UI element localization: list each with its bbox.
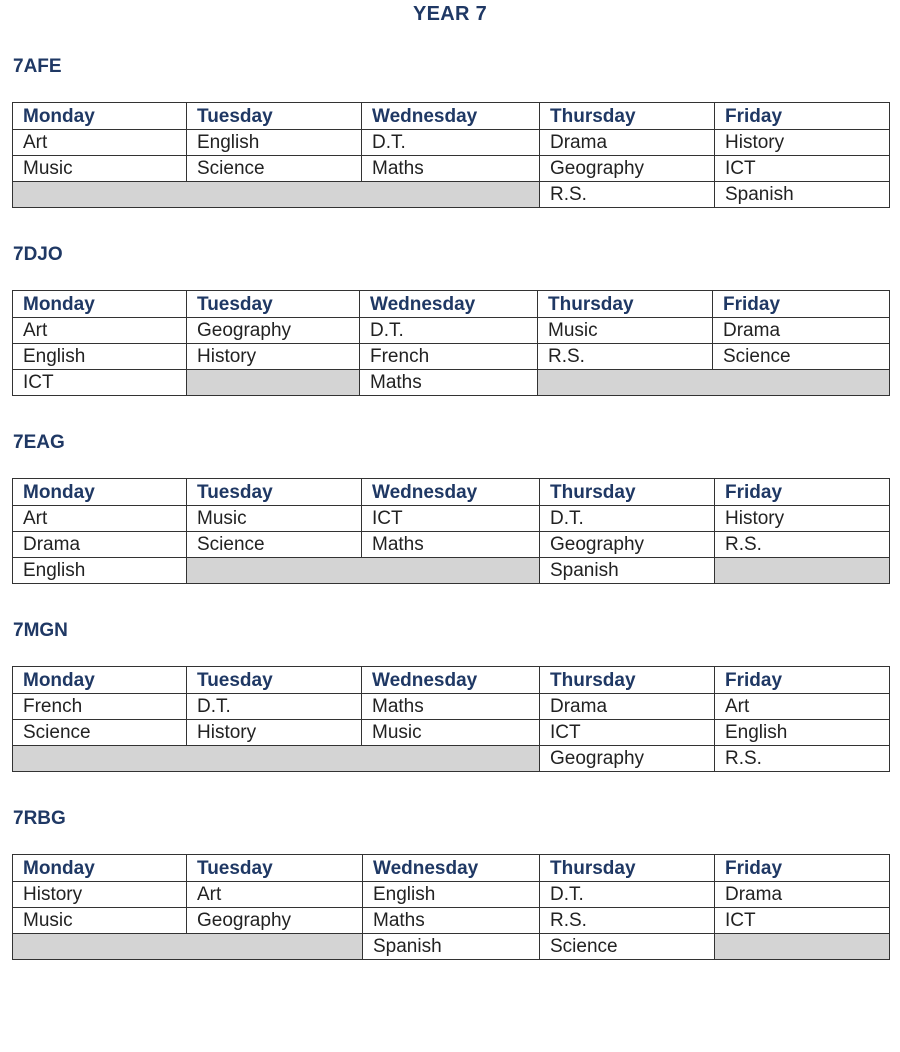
lesson-cell: ICT bbox=[540, 720, 715, 746]
empty-cell bbox=[13, 746, 540, 772]
lesson-cell: Spanish bbox=[715, 182, 890, 208]
lesson-cell: English bbox=[13, 558, 187, 584]
header-tuesday: Tuesday bbox=[187, 291, 360, 318]
table-header-row bbox=[13, 479, 890, 506]
header-thursday: Thursday bbox=[538, 291, 713, 318]
lesson-cell: D.T. bbox=[540, 882, 715, 908]
header-tuesday: Tuesday bbox=[187, 103, 362, 130]
lesson-cell: Geography bbox=[540, 532, 715, 558]
lesson-cell: English bbox=[363, 882, 540, 908]
lesson-cell: ICT bbox=[715, 156, 890, 182]
table-row bbox=[13, 344, 890, 370]
lesson-cell: Music bbox=[187, 506, 362, 532]
lesson-cell: Science bbox=[540, 934, 715, 960]
empty-cell bbox=[715, 934, 890, 960]
timetable bbox=[12, 666, 890, 772]
class-heading: 7AFE bbox=[13, 56, 62, 77]
table-header-row bbox=[13, 667, 890, 694]
lesson-cell: Spanish bbox=[363, 934, 540, 960]
lesson-cell: Science bbox=[187, 532, 362, 558]
lesson-cell: Art bbox=[13, 506, 187, 532]
timetable bbox=[12, 478, 890, 584]
lesson-cell: D.T. bbox=[360, 318, 538, 344]
header-wednesday: Wednesday bbox=[363, 855, 540, 882]
lesson-cell: Geography bbox=[187, 908, 363, 934]
table-row bbox=[13, 532, 890, 558]
header-wednesday: Wednesday bbox=[362, 667, 540, 694]
lesson-cell: Music bbox=[362, 720, 540, 746]
table-row bbox=[13, 318, 890, 344]
empty-cell bbox=[13, 934, 363, 960]
class-heading: 7MGN bbox=[13, 620, 68, 641]
header-thursday: Thursday bbox=[540, 855, 715, 882]
lesson-cell: R.S. bbox=[715, 532, 890, 558]
lesson-cell: Drama bbox=[540, 130, 715, 156]
header-tuesday: Tuesday bbox=[187, 479, 362, 506]
header-monday: Monday bbox=[13, 103, 187, 130]
timetable bbox=[12, 290, 890, 396]
lesson-cell: Science bbox=[187, 156, 362, 182]
class-heading: 7DJO bbox=[13, 244, 63, 265]
lesson-cell: Art bbox=[187, 882, 363, 908]
lesson-cell: History bbox=[13, 882, 187, 908]
empty-cell bbox=[715, 558, 890, 584]
lesson-cell: English bbox=[715, 720, 890, 746]
lesson-cell: English bbox=[13, 344, 187, 370]
header-friday: Friday bbox=[715, 855, 890, 882]
table-row bbox=[13, 746, 890, 772]
lesson-cell: Geography bbox=[540, 156, 715, 182]
lesson-cell: Maths bbox=[362, 694, 540, 720]
lesson-cell: Drama bbox=[713, 318, 890, 344]
lesson-cell: R.S. bbox=[715, 746, 890, 772]
lesson-cell: Spanish bbox=[540, 558, 715, 584]
lesson-cell: ICT bbox=[13, 370, 187, 396]
header-thursday: Thursday bbox=[540, 103, 715, 130]
header-friday: Friday bbox=[715, 479, 890, 506]
lesson-cell: Maths bbox=[360, 370, 538, 396]
header-monday: Monday bbox=[13, 291, 187, 318]
header-thursday: Thursday bbox=[540, 667, 715, 694]
table-row bbox=[13, 156, 890, 182]
header-friday: Friday bbox=[713, 291, 890, 318]
table-row bbox=[13, 130, 890, 156]
header-wednesday: Wednesday bbox=[362, 103, 540, 130]
timetable bbox=[12, 102, 890, 208]
table-row bbox=[13, 694, 890, 720]
lesson-cell: Music bbox=[13, 156, 187, 182]
table-row bbox=[13, 370, 890, 396]
table-row bbox=[13, 908, 890, 934]
header-friday: Friday bbox=[715, 103, 890, 130]
header-thursday: Thursday bbox=[540, 479, 715, 506]
lesson-cell: Drama bbox=[715, 882, 890, 908]
header-monday: Monday bbox=[13, 479, 187, 506]
header-monday: Monday bbox=[13, 855, 187, 882]
lesson-cell: Art bbox=[13, 318, 187, 344]
table-row bbox=[13, 720, 890, 746]
table-row bbox=[13, 934, 890, 960]
page-title: YEAR 7 bbox=[412, 3, 488, 25]
lesson-cell: Drama bbox=[540, 694, 715, 720]
lesson-cell: English bbox=[187, 130, 362, 156]
lesson-cell: French bbox=[360, 344, 538, 370]
lesson-cell: Music bbox=[538, 318, 713, 344]
table-row bbox=[13, 558, 890, 584]
header-tuesday: Tuesday bbox=[187, 855, 363, 882]
lesson-cell: Geography bbox=[540, 746, 715, 772]
lesson-cell: French bbox=[13, 694, 187, 720]
lesson-cell: Maths bbox=[362, 532, 540, 558]
header-monday: Monday bbox=[13, 667, 187, 694]
lesson-cell: Geography bbox=[187, 318, 360, 344]
lesson-cell: History bbox=[715, 506, 890, 532]
class-heading: 7RBG bbox=[13, 808, 66, 829]
table-row bbox=[13, 882, 890, 908]
table-header-row bbox=[13, 291, 890, 318]
lesson-cell: Music bbox=[13, 908, 187, 934]
lesson-cell: Maths bbox=[362, 156, 540, 182]
lesson-cell: D.T. bbox=[540, 506, 715, 532]
table-row bbox=[13, 506, 890, 532]
empty-cell bbox=[187, 370, 360, 396]
table-row bbox=[13, 182, 890, 208]
lesson-cell: Art bbox=[715, 694, 890, 720]
table-header-row bbox=[13, 855, 890, 882]
header-tuesday: Tuesday bbox=[187, 667, 362, 694]
table-header-row bbox=[13, 103, 890, 130]
header-friday: Friday bbox=[715, 667, 890, 694]
lesson-cell: Drama bbox=[13, 532, 187, 558]
header-wednesday: Wednesday bbox=[362, 479, 540, 506]
lesson-cell: History bbox=[715, 130, 890, 156]
lesson-cell: History bbox=[187, 344, 360, 370]
lesson-cell: D.T. bbox=[362, 130, 540, 156]
header-wednesday: Wednesday bbox=[360, 291, 538, 318]
lesson-cell: R.S. bbox=[540, 182, 715, 208]
lesson-cell: Art bbox=[13, 130, 187, 156]
lesson-cell: History bbox=[187, 720, 362, 746]
empty-cell bbox=[187, 558, 540, 584]
empty-cell bbox=[538, 370, 890, 396]
lesson-cell: ICT bbox=[715, 908, 890, 934]
lesson-cell: Science bbox=[13, 720, 187, 746]
lesson-cell: Maths bbox=[363, 908, 540, 934]
timetable bbox=[12, 854, 890, 960]
lesson-cell: R.S. bbox=[538, 344, 713, 370]
lesson-cell: D.T. bbox=[187, 694, 362, 720]
lesson-cell: R.S. bbox=[540, 908, 715, 934]
lesson-cell: ICT bbox=[362, 506, 540, 532]
empty-cell bbox=[13, 182, 540, 208]
class-heading: 7EAG bbox=[13, 432, 65, 453]
lesson-cell: Science bbox=[713, 344, 890, 370]
